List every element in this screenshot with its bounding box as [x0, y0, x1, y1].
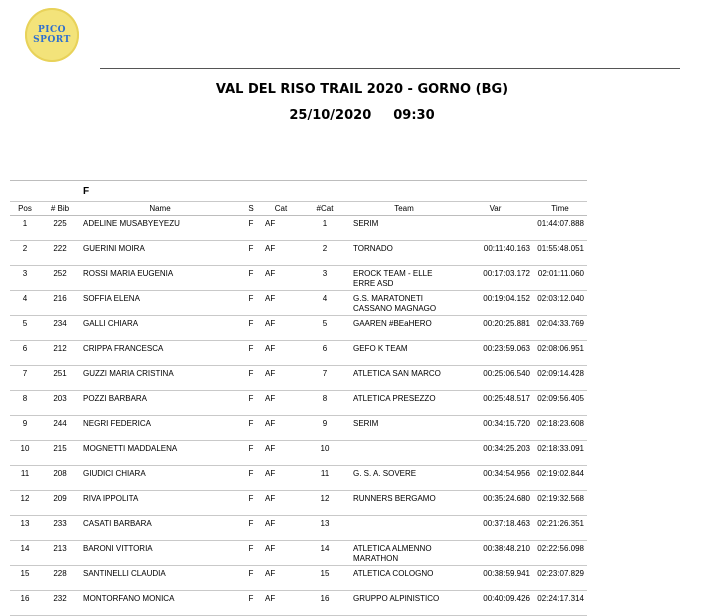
sex-cell: F: [240, 241, 262, 266]
gap-cell: 00:25:06.540: [458, 366, 533, 391]
cat-cell: AF: [262, 441, 300, 466]
cat-cell: AF: [262, 316, 300, 341]
time-cell: 02:04:33.769: [533, 316, 587, 341]
cat-rank-cell: 10: [300, 441, 350, 466]
gap-cell: 00:23:59.063: [458, 341, 533, 366]
pos-cell: 10: [10, 441, 40, 466]
team-cell: SERIM: [350, 216, 458, 241]
team-cell: ATLETICA PRESEZZO: [350, 391, 458, 416]
pos-cell: 2: [10, 241, 40, 266]
time-cell: 02:18:23.608: [533, 416, 587, 441]
team-cell: G.S. MARATONETI CASSANO MAGNAGO: [350, 291, 458, 316]
cat-cell: AF: [262, 416, 300, 441]
pos-cell: 15: [10, 566, 40, 591]
pos-cell: 7: [10, 366, 40, 391]
cat-cell: AF: [262, 491, 300, 516]
team-cell: EROCK TEAM - ELLE ERRE ASD: [350, 266, 458, 291]
bib-cell: 213: [40, 541, 80, 566]
col-name: Name: [80, 202, 240, 216]
col-gap: Var: [458, 202, 533, 216]
time-cell: 02:09:56.405: [533, 391, 587, 416]
cat-cell: AF: [262, 291, 300, 316]
gap-cell: 00:34:15.720: [458, 416, 533, 441]
pos-cell: 9: [10, 416, 40, 441]
name-cell: MOGNETTI MADDALENA: [80, 441, 240, 466]
logo-line-2: SPORT: [33, 35, 71, 45]
team-cell: G. S. A. SOVERE: [350, 466, 458, 491]
sex-cell: F: [240, 366, 262, 391]
bib-cell: 228: [40, 566, 80, 591]
cat-rank-cell: 4: [300, 291, 350, 316]
time-cell: 02:19:32.568: [533, 491, 587, 516]
sex-cell: F: [240, 566, 262, 591]
table-row: [10, 241, 587, 266]
time-cell: 01:44:07.888: [533, 216, 587, 241]
group-label: F: [80, 181, 240, 202]
name-cell: ADELINE MUSABYEYEZU: [80, 216, 240, 241]
cat-cell: AF: [262, 366, 300, 391]
event-title: VAL DEL RISO TRAIL 2020 - GORNO (BG): [215, 82, 509, 97]
event-datetime: [0, 108, 724, 123]
name-cell: SANTINELLI CLAUDIA: [80, 566, 240, 591]
group-header-row: [10, 181, 587, 202]
pos-cell: 13: [10, 516, 40, 541]
sex-cell: F: [240, 591, 262, 616]
gap-cell: 00:34:54.956: [458, 466, 533, 491]
table-row: [10, 466, 587, 491]
gap-cell: 00:40:09.426: [458, 591, 533, 616]
sex-cell: F: [240, 466, 262, 491]
col-time: Time: [533, 202, 587, 216]
bib-cell: 222: [40, 241, 80, 266]
table-row: [10, 266, 587, 291]
cat-rank-cell: 1: [300, 216, 350, 241]
sex-cell: F: [240, 416, 262, 441]
pico-sport-logo: [25, 8, 79, 62]
time-cell: 02:22:56.098: [533, 541, 587, 566]
pos-cell: 1: [10, 216, 40, 241]
sex-cell: F: [240, 291, 262, 316]
cat-cell: AF: [262, 266, 300, 291]
bib-cell: 209: [40, 491, 80, 516]
pos-cell: 8: [10, 391, 40, 416]
cat-rank-cell: 7: [300, 366, 350, 391]
name-cell: SOFFIA ELENA: [80, 291, 240, 316]
col-pos: Pos: [10, 202, 40, 216]
name-cell: BARONI VITTORIA: [80, 541, 240, 566]
cat-cell: AF: [262, 391, 300, 416]
results-table: [10, 180, 587, 616]
table-row: [10, 391, 587, 416]
name-cell: RIVA IPPOLITA: [80, 491, 240, 516]
time-cell: 01:55:48.051: [533, 241, 587, 266]
cat-cell: AF: [262, 216, 300, 241]
sex-cell: F: [240, 441, 262, 466]
pos-cell: 5: [10, 316, 40, 341]
table-row: [10, 566, 587, 591]
pos-cell: 6: [10, 341, 40, 366]
name-cell: GUZZI MARIA CRISTINA: [80, 366, 240, 391]
cat-rank-cell: 5: [300, 316, 350, 341]
name-cell: GUERINI MOIRA: [80, 241, 240, 266]
table-row: [10, 416, 587, 441]
time-cell: 02:01:11.060: [533, 266, 587, 291]
gap-cell: 00:17:03.172: [458, 266, 533, 291]
cat-rank-cell: 13: [300, 516, 350, 541]
cat-rank-cell: 16: [300, 591, 350, 616]
bib-cell: 215: [40, 441, 80, 466]
pos-cell: 16: [10, 591, 40, 616]
cat-rank-cell: 14: [300, 541, 350, 566]
bib-cell: 225: [40, 216, 80, 241]
table-row: [10, 216, 587, 241]
col-sex: S: [240, 202, 262, 216]
name-cell: GIUDICI CHIARA: [80, 466, 240, 491]
time-cell: 02:23:07.829: [533, 566, 587, 591]
name-cell: CASATI BARBARA: [80, 516, 240, 541]
pos-cell: 4: [10, 291, 40, 316]
event-time: 09:30: [393, 108, 435, 123]
table-row: [10, 591, 587, 616]
table-row: [10, 516, 587, 541]
col-team: Team: [350, 202, 458, 216]
bib-cell: 234: [40, 316, 80, 341]
table-row: [10, 441, 587, 466]
table-row: [10, 316, 587, 341]
team-cell: [350, 516, 458, 541]
sex-cell: F: [240, 516, 262, 541]
cat-cell: AF: [262, 516, 300, 541]
name-cell: MONTORFANO MONICA: [80, 591, 240, 616]
cat-cell: AF: [262, 541, 300, 566]
team-cell: GEFO K TEAM: [350, 341, 458, 366]
name-cell: NEGRI FEDERICA: [80, 416, 240, 441]
team-cell: [350, 441, 458, 466]
gap-cell: [458, 216, 533, 241]
sex-cell: F: [240, 541, 262, 566]
cat-rank-cell: 6: [300, 341, 350, 366]
gap-cell: 00:19:04.152: [458, 291, 533, 316]
name-cell: GALLI CHIARA: [80, 316, 240, 341]
time-cell: 02:24:17.314: [533, 591, 587, 616]
pos-cell: 3: [10, 266, 40, 291]
bib-cell: 203: [40, 391, 80, 416]
pos-cell: 12: [10, 491, 40, 516]
cat-rank-cell: 3: [300, 266, 350, 291]
name-cell: CRIPPA FRANCESCA: [80, 341, 240, 366]
team-cell: GRUPPO ALPINISTICO: [350, 591, 458, 616]
bib-cell: 212: [40, 341, 80, 366]
logo-line-1: PICO: [38, 25, 66, 35]
bib-cell: 208: [40, 466, 80, 491]
sex-cell: F: [240, 316, 262, 341]
gap-cell: 00:37:18.463: [458, 516, 533, 541]
team-cell: ATLETICA ALMENNO MARATHON: [350, 541, 458, 566]
col-bib: # Bib: [40, 202, 80, 216]
team-cell: GAAREN #BEaHERO: [350, 316, 458, 341]
sex-cell: F: [240, 266, 262, 291]
bib-cell: 244: [40, 416, 80, 441]
gap-cell: 00:25:48.517: [458, 391, 533, 416]
bib-cell: 232: [40, 591, 80, 616]
cat-rank-cell: 2: [300, 241, 350, 266]
pos-cell: 14: [10, 541, 40, 566]
name-cell: POZZI BARBARA: [80, 391, 240, 416]
cat-cell: AF: [262, 566, 300, 591]
sex-cell: F: [240, 216, 262, 241]
cat-rank-cell: 11: [300, 466, 350, 491]
team-cell: TORNADO: [350, 241, 458, 266]
bib-cell: 252: [40, 266, 80, 291]
team-cell: ATLETICA SAN MARCO: [350, 366, 458, 391]
sex-cell: F: [240, 491, 262, 516]
event-date: 25/10/2020: [289, 108, 372, 123]
sex-cell: F: [240, 391, 262, 416]
col-cat-rank: #Cat: [300, 202, 350, 216]
time-cell: 02:03:12.040: [533, 291, 587, 316]
cat-rank-cell: 9: [300, 416, 350, 441]
table-row: [10, 341, 587, 366]
gap-cell: 00:38:59.941: [458, 566, 533, 591]
name-cell: ROSSI MARIA EUGENIA: [80, 266, 240, 291]
time-cell: 02:21:26.351: [533, 516, 587, 541]
cat-cell: AF: [262, 341, 300, 366]
col-cat: Cat: [262, 202, 300, 216]
table-row: [10, 366, 587, 391]
cat-rank-cell: 8: [300, 391, 350, 416]
table-row: [10, 291, 587, 316]
gap-cell: 00:20:25.881: [458, 316, 533, 341]
gap-cell: 00:35:24.680: [458, 491, 533, 516]
header-divider: [100, 68, 680, 69]
pos-cell: 11: [10, 466, 40, 491]
time-cell: 02:08:06.951: [533, 341, 587, 366]
bib-cell: 233: [40, 516, 80, 541]
table-row: [10, 541, 587, 566]
time-cell: 02:09:14.428: [533, 366, 587, 391]
bib-cell: 251: [40, 366, 80, 391]
sex-cell: F: [240, 341, 262, 366]
bib-cell: 216: [40, 291, 80, 316]
gap-cell: 00:34:25.203: [458, 441, 533, 466]
time-cell: 02:19:02.844: [533, 466, 587, 491]
team-cell: RUNNERS BERGAMO: [350, 491, 458, 516]
gap-cell: 00:38:48.210: [458, 541, 533, 566]
cat-cell: AF: [262, 591, 300, 616]
column-header-row: [10, 202, 587, 216]
team-cell: SERIM: [350, 416, 458, 441]
cat-rank-cell: 12: [300, 491, 350, 516]
cat-rank-cell: 15: [300, 566, 350, 591]
gap-cell: 00:11:40.163: [458, 241, 533, 266]
team-cell: ATLETICA COLOGNO: [350, 566, 458, 591]
table-row: [10, 491, 587, 516]
time-cell: 02:18:33.091: [533, 441, 587, 466]
cat-cell: AF: [262, 241, 300, 266]
cat-cell: AF: [262, 466, 300, 491]
